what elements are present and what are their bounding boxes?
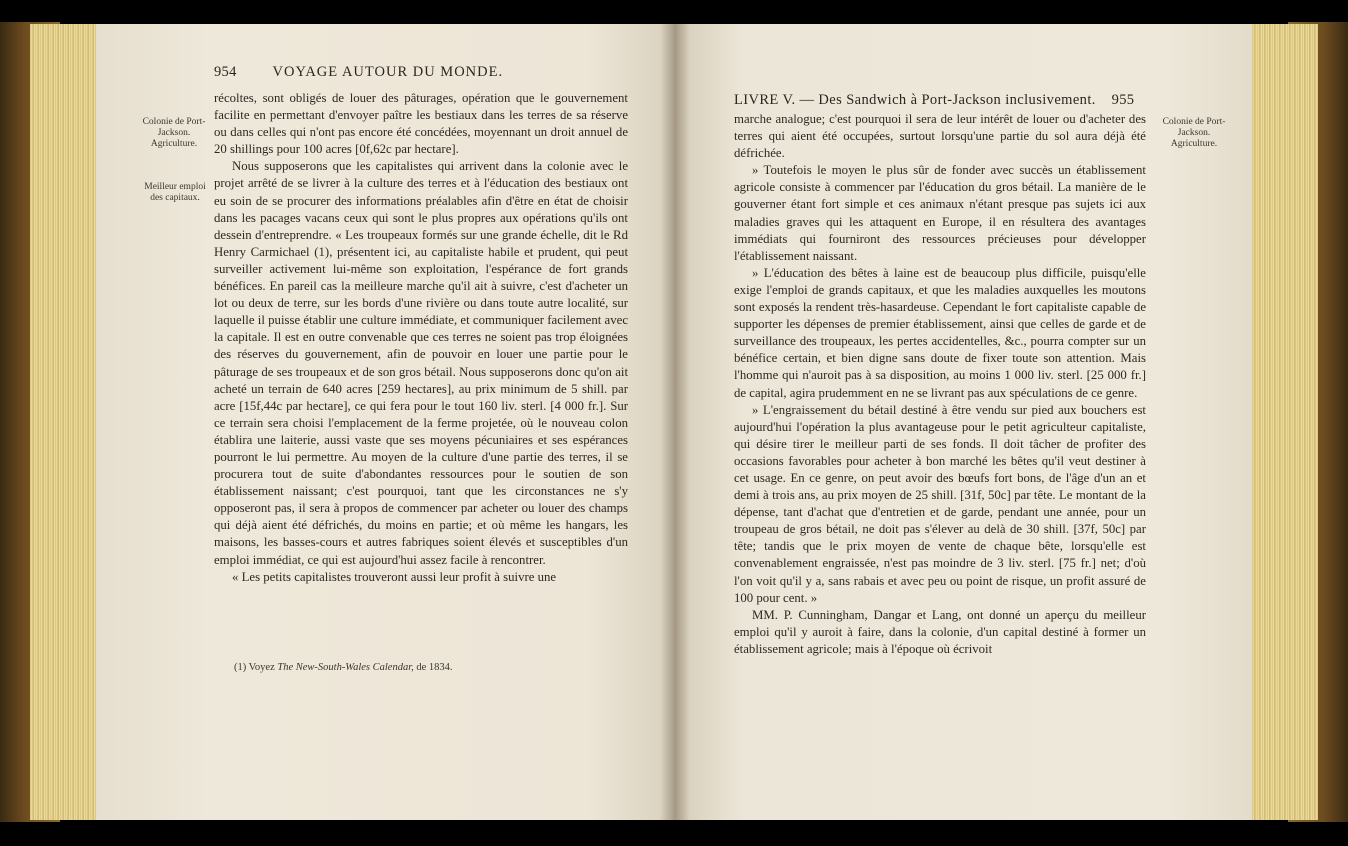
right-page-number: 955: [1111, 92, 1135, 108]
footnote-prefix: (1) Voyez: [234, 662, 275, 673]
left-paragraph-3: « Les petits capitalistes trouveront aussi leur profit à suivre une: [232, 569, 557, 584]
left-paragraph-1: récoltes, sont obligés de louer des pâturages, opération que le gouvernement facilite en permettant d'envoyer paître les bestiaux dans les terres de sa réserve ou dans celles qui n'ont pas encore été concédées, moyennant un droit annuel de 20 shillings pour 100 acres [0f,62c par hectare].: [214, 91, 628, 157]
right-margin-note-colony: Colonie de Port-Jackson. Agriculture.: [1162, 117, 1226, 149]
right-page-text: [734, 111, 1146, 658]
page-edges-right: [1248, 24, 1318, 820]
left-margin-note-capital: Meilleur emploi des capitaux.: [144, 182, 206, 203]
left-paragraph-2: Nous supposerons que les capitalistes qui arrivent dans la colonie avec le projet arrêté de se livrer à la culture des terres et à l'éducation des bestiaux ont eu soin de se procurer des informations préalables afin d'être en état de choisir dans les pacages vacans ceux qui sont le plus propres aux opérations qu'ils ont dessein d'entreprendre. « Les troupeaux formés sur une grande échelle, dit le Rd Henry Carmichael (1), présentent ici, au capitaliste habile et prudent, qui peut surveiller activement lui-même son exploitation, l'espérance de fort grands bénéfices. En pareil cas la meilleure marche qu'il ait à suivre, c'est d'acheter un lot ou deux de terre, sur les bords d'une rivière ou dans toute autre localité, sur laquelle il puisse établir une culture immédiate, et communiquer facilement avec la capitale. Il est en outre convenable que ces terres ne soient pas trop éloignées des réserves du gouvernement, afin de pouvoir en louer une partie pour le pâturage de ses troupeaux et de son gros bétail. Nous supposerons donc qu'on ait acheté un terrain de 640 acres [259 hectares], au prix minimum de 5 shill. par acre [15f,44c par hectare], ce qui fera pour le tout 160 liv. sterl. [4 000 fr.]. Sur ce terrain sera choisi l'emplacement de la ferme projetée, où le nouveau colon établira une laiterie, aussi vaste que ses moyens pécuniaires et ses espérances pourront le lui permettre. Au moyen de la culture d'une partie des terres, il se procurera tout de suite d'abondantes ressources pour le soutien de son établissement naissant; c'est pourquoi, tant que les circonstances ne s'y opposeront pas, il sera à propos de commencer par acheter ou louer des champs qui déjà aient été défrichés, du moins en partie; et où même les hangars, les maisons, les basses-cours et autres fabriques soient élevés et susceptibles d'un emploi immédiat, ce qui est aujourd'hui assez facile à rencontrer.: [214, 159, 628, 567]
book-gutter: [660, 24, 690, 820]
right-paragraph-3: » L'éducation des bêtes à laine est de beaucoup plus difficile, puisqu'elle exige l'emploi de grands capitaux, et que les maladies auxquelles les moutons sont exposés la rendent très-hasardeuse. Cependant le fort capitaliste capable de supporter les dépenses de premier établissement, ainsi que celles de garde et de surveillance des troupeaux, les pertes accidentelles, &c., pourra compter sur un bénéfice certain, et bien digne sans doute de fixer toute son attention. Mais l'homme qui n'auroit pas à sa disposition, au moins 1 000 liv. sterl. [25 000 fr.] de capital, agira prudemment en ne se livrant pas aux spéculations de ce genre.: [734, 265, 1146, 400]
right-paragraph-2: » Toutefois le moyen le plus sûr de fonder avec succès un établissement agricole consiste à commencer par l'éducation du gros bétail. La manière de le gouverner étant fort simple et ces animaux n'étant presque pas sujets ici aux maladies graves qui les attaquent en Europe, il en résultera des avantages immédiats qui fourniront des ressources précieuses pour développer l'établissement naissant.: [734, 163, 1146, 263]
left-page-text: [214, 90, 628, 586]
page-edges-left: [30, 24, 96, 820]
right-paragraph-1: marche analogue; c'est pourquoi il sera de leur intérêt de louer ou d'acheter des terres qui aient été occupées, surtout lorsqu'une partie du sol aura déjà été défrichée.: [734, 112, 1146, 161]
left-running-head: VOYAGE AUTOUR DU MONDE.: [272, 64, 504, 80]
right-running-head: LIVRE V. — Des Sandwich à Port-Jackson inclusivement.: [734, 92, 1096, 108]
right-paragraph-4: » L'engraissement du bétail destiné à être vendu sur pied aux bouchers est aujourd'hui l'opération la plus avantageuse pour le petit agriculteur capitaliste, qui désire tirer le meilleur parti de ses fonds. Il doit tâcher de profiter des occasions favorables pour acheter à bon marché les bêtes qu'il veut destiner à cet usage. En ce genre, on peut avoir des bœufs fort bons, de l'âge d'un an et demi à trois ans, au prix moyen de 25 shill. [31f, 50c] par tête. Le montant de la dépense, tant d'achat que d'entretien et de garde, pendant une année, pour un troupeau de gros bétail, ne doit pas s'élever au delà de 30 shill. [37f, 50c] par tête; tandis que le prix moyen de vente de chaque bête, lorsqu'elle est convenablement engraissée, n'est pas moindre de 3 liv. sterl. [75 fr.] net; d'où l'on voit qu'il y a, sans rabais et avec peu ou point de risque, un profit assuré de 100 pour cent. »: [734, 402, 1146, 605]
left-margin-note-colony: Colonie de Port-Jackson. Agriculture.: [142, 117, 206, 149]
left-footnote: [234, 662, 453, 673]
left-page-header: [214, 64, 503, 81]
right-page-header: [734, 92, 1134, 109]
right-paragraph-5: MM. P. Cunningham, Dangar et Lang, ont donné un aperçu du meilleur emploi qu'il y auroit à faire, dans la colonie, d'un capital destiné à former un établissement agricole; mais à l'époque où écrivoit: [734, 607, 1146, 656]
footnote-title: The New-South-Wales Calendar,: [277, 662, 414, 673]
left-page-number: 954: [214, 64, 237, 80]
footnote-suffix: de 1834.: [416, 662, 453, 673]
